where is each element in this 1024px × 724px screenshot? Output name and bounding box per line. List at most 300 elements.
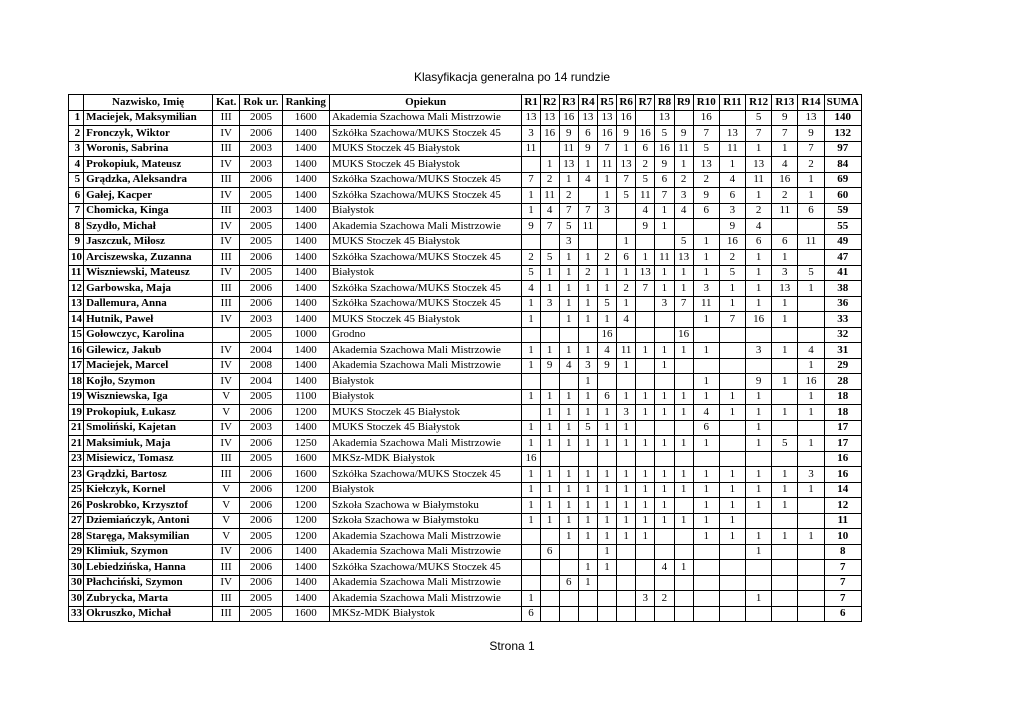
- round-score-cell: 4: [559, 358, 578, 374]
- round-score-cell: 1: [655, 498, 674, 514]
- round-score-cell: 2: [746, 203, 772, 219]
- player-name-cell: Grądzka, Aleksandra: [84, 172, 213, 188]
- ranking-cell: 1400: [282, 250, 329, 266]
- category-cell: V: [213, 498, 240, 514]
- ranking-cell: 1400: [282, 420, 329, 436]
- total-cell: 14: [824, 482, 861, 498]
- coach-cell: Akademia Szachowa Mali Mistrzowie: [329, 110, 521, 126]
- ranking-cell: 1600: [282, 451, 329, 467]
- round-score-cell: [617, 560, 636, 576]
- round-score-cell: 1: [578, 389, 597, 405]
- round-score-cell: 5: [540, 250, 559, 266]
- round-score-cell: 1: [522, 420, 540, 436]
- round-score-cell: [798, 312, 824, 328]
- round-score-cell: [578, 544, 597, 560]
- round-score-cell: 13: [597, 110, 616, 126]
- round-score-cell: 1: [578, 296, 597, 312]
- round-score-cell: [719, 436, 745, 452]
- round-score-cell: [617, 374, 636, 390]
- round-score-cell: [674, 358, 693, 374]
- ranking-cell: 1400: [282, 358, 329, 374]
- round-score-cell: 1: [719, 296, 745, 312]
- round-score-cell: 6: [636, 141, 655, 157]
- round-score-cell: 9: [655, 157, 674, 173]
- round-score-cell: 1: [772, 498, 798, 514]
- round-score-cell: 1: [522, 482, 540, 498]
- round-score-cell: 5: [674, 234, 693, 250]
- round-score-cell: 1: [693, 529, 719, 545]
- player-name-cell: Wiszniewski, Mateusz: [84, 265, 213, 281]
- round-score-cell: [636, 110, 655, 126]
- table-row: [69, 606, 862, 622]
- round-score-cell: 1: [597, 436, 616, 452]
- round-score-cell: 3: [719, 203, 745, 219]
- round-score-cell: 1: [693, 467, 719, 483]
- round-score-cell: 3: [597, 203, 616, 219]
- category-cell: V: [213, 389, 240, 405]
- round-score-cell: [693, 560, 719, 576]
- table-row: [69, 126, 862, 142]
- round-score-cell: 2: [636, 157, 655, 173]
- round-score-cell: 1: [798, 389, 824, 405]
- ranking-cell: 1000: [282, 327, 329, 343]
- round-score-cell: [798, 560, 824, 576]
- round-score-cell: [772, 513, 798, 529]
- round-score-cell: 6: [693, 203, 719, 219]
- round-score-cell: 9: [798, 126, 824, 142]
- ranking-cell: 1400: [282, 157, 329, 173]
- birth-year-cell: 2006: [240, 513, 282, 529]
- player-name-cell: Prokopiuk, Łukasz: [84, 405, 213, 421]
- round-score-cell: 9: [617, 126, 636, 142]
- column-header: Opiekun: [329, 95, 521, 111]
- birth-year-cell: 2005: [240, 327, 282, 343]
- round-score-cell: [674, 219, 693, 235]
- round-score-cell: 6: [719, 188, 745, 204]
- round-score-cell: 16: [798, 374, 824, 390]
- round-score-cell: [578, 451, 597, 467]
- round-score-cell: 1: [617, 498, 636, 514]
- round-score-cell: 1: [719, 389, 745, 405]
- total-cell: 59: [824, 203, 861, 219]
- round-score-cell: [636, 575, 655, 591]
- round-score-cell: 5: [597, 296, 616, 312]
- round-score-cell: 2: [578, 265, 597, 281]
- round-score-cell: 1: [617, 513, 636, 529]
- ranking-cell: 1400: [282, 560, 329, 576]
- round-score-cell: [540, 451, 559, 467]
- round-score-cell: 1: [597, 405, 616, 421]
- birth-year-cell: 2005: [240, 389, 282, 405]
- total-cell: 17: [824, 420, 861, 436]
- round-score-cell: 1: [578, 482, 597, 498]
- player-name-cell: Maksimiuk, Maja: [84, 436, 213, 452]
- category-cell: III: [213, 203, 240, 219]
- round-score-cell: [798, 420, 824, 436]
- round-score-cell: 16: [559, 110, 578, 126]
- coach-cell: Akademia Szachowa Mali Mistrzowie: [329, 575, 521, 591]
- round-score-cell: 13: [617, 157, 636, 173]
- birth-year-cell: 2006: [240, 296, 282, 312]
- rank-cell: 21: [69, 420, 84, 436]
- round-score-cell: 1: [522, 498, 540, 514]
- round-score-cell: 3: [636, 591, 655, 607]
- round-score-cell: 1: [655, 389, 674, 405]
- round-score-cell: 1: [597, 265, 616, 281]
- coach-cell: Szkółka Szachowa/MUKS Stoczek 45: [329, 188, 521, 204]
- coach-cell: MKSz-MDK Białystok: [329, 606, 521, 622]
- round-score-cell: [636, 451, 655, 467]
- round-score-cell: 1: [559, 513, 578, 529]
- round-score-cell: [636, 606, 655, 622]
- player-name-cell: Prokopiuk, Mateusz: [84, 157, 213, 173]
- round-score-cell: [693, 327, 719, 343]
- round-score-cell: 1: [772, 250, 798, 266]
- round-score-cell: [693, 358, 719, 374]
- ranking-cell: 1400: [282, 591, 329, 607]
- ranking-cell: 1400: [282, 219, 329, 235]
- round-score-cell: [617, 451, 636, 467]
- ranking-cell: 1400: [282, 203, 329, 219]
- table-row: [69, 281, 862, 297]
- table-row: [69, 265, 862, 281]
- round-score-cell: 1: [522, 188, 540, 204]
- round-score-cell: 1: [746, 591, 772, 607]
- round-score-cell: [655, 606, 674, 622]
- total-cell: 41: [824, 265, 861, 281]
- total-cell: 16: [824, 451, 861, 467]
- table-body: [69, 110, 862, 622]
- round-score-cell: [772, 219, 798, 235]
- round-score-cell: [772, 591, 798, 607]
- round-score-cell: 1: [798, 529, 824, 545]
- category-cell: IV: [213, 420, 240, 436]
- total-cell: 28: [824, 374, 861, 390]
- category-cell: III: [213, 281, 240, 297]
- round-score-cell: [719, 358, 745, 374]
- round-score-cell: 2: [719, 250, 745, 266]
- round-score-cell: 1: [674, 157, 693, 173]
- category-cell: III: [213, 250, 240, 266]
- rank-cell: 13: [69, 296, 84, 312]
- category-cell: IV: [213, 544, 240, 560]
- round-score-cell: [719, 420, 745, 436]
- round-score-cell: [655, 544, 674, 560]
- rank-cell: 16: [69, 343, 84, 359]
- birth-year-cell: 2006: [240, 544, 282, 560]
- round-score-cell: 1: [559, 467, 578, 483]
- round-score-cell: 1: [636, 436, 655, 452]
- rank-cell: 30: [69, 575, 84, 591]
- round-score-cell: 5: [617, 188, 636, 204]
- round-score-cell: 1: [674, 467, 693, 483]
- ranking-cell: 1200: [282, 529, 329, 545]
- round-score-cell: [655, 451, 674, 467]
- round-score-cell: 1: [522, 343, 540, 359]
- round-score-cell: 1: [746, 265, 772, 281]
- player-name-cell: Poskrobko, Krzysztof: [84, 498, 213, 514]
- round-score-cell: 13: [772, 281, 798, 297]
- player-name-cell: Hutnik, Paweł: [84, 312, 213, 328]
- round-score-cell: 1: [578, 250, 597, 266]
- round-score-cell: 1: [578, 575, 597, 591]
- round-score-cell: [522, 234, 540, 250]
- ranking-cell: 1600: [282, 110, 329, 126]
- round-score-cell: 5: [522, 265, 540, 281]
- round-score-cell: 2: [559, 188, 578, 204]
- round-score-cell: [636, 358, 655, 374]
- round-score-cell: 11: [693, 296, 719, 312]
- total-cell: 38: [824, 281, 861, 297]
- round-score-cell: 1: [540, 265, 559, 281]
- round-score-cell: 1: [655, 219, 674, 235]
- round-score-cell: [636, 420, 655, 436]
- table-row: [69, 327, 862, 343]
- ranking-cell: 1100: [282, 389, 329, 405]
- round-score-cell: [772, 327, 798, 343]
- coach-cell: Akademia Szachowa Mali Mistrzowie: [329, 529, 521, 545]
- rank-cell: 23: [69, 467, 84, 483]
- round-score-cell: 1: [693, 312, 719, 328]
- column-header: R9: [674, 95, 693, 111]
- table-row: [69, 296, 862, 312]
- rank-cell: 26: [69, 498, 84, 514]
- round-score-cell: [746, 327, 772, 343]
- round-score-cell: [636, 544, 655, 560]
- ranking-cell: 1400: [282, 265, 329, 281]
- category-cell: IV: [213, 358, 240, 374]
- birth-year-cell: 2006: [240, 281, 282, 297]
- round-score-cell: [655, 234, 674, 250]
- round-score-cell: 2: [540, 172, 559, 188]
- round-score-cell: 11: [578, 219, 597, 235]
- category-cell: IV: [213, 219, 240, 235]
- round-score-cell: [719, 591, 745, 607]
- round-score-cell: 1: [559, 405, 578, 421]
- round-score-cell: 1: [746, 467, 772, 483]
- rank-cell: 27: [69, 513, 84, 529]
- coach-cell: MUKS Stoczek 45 Białystok: [329, 234, 521, 250]
- round-score-cell: 1: [559, 498, 578, 514]
- round-score-cell: 1: [655, 467, 674, 483]
- round-score-cell: [636, 296, 655, 312]
- round-score-cell: 1: [522, 312, 540, 328]
- round-score-cell: 9: [772, 110, 798, 126]
- round-score-cell: [540, 591, 559, 607]
- round-score-cell: 1: [746, 250, 772, 266]
- round-score-cell: [772, 606, 798, 622]
- round-score-cell: [559, 560, 578, 576]
- round-score-cell: 1: [746, 420, 772, 436]
- round-score-cell: 1: [617, 358, 636, 374]
- round-score-cell: 9: [746, 374, 772, 390]
- player-name-cell: Staręga, Maksymilian: [84, 529, 213, 545]
- column-header: Rok ur.: [240, 95, 282, 111]
- coach-cell: Szkółka Szachowa/MUKS Stoczek 45: [329, 296, 521, 312]
- total-cell: 97: [824, 141, 861, 157]
- round-score-cell: 1: [617, 467, 636, 483]
- round-score-cell: 2: [693, 172, 719, 188]
- round-score-cell: 1: [746, 281, 772, 297]
- table-row: [69, 420, 862, 436]
- round-score-cell: 1: [719, 482, 745, 498]
- round-score-cell: 1: [674, 265, 693, 281]
- round-score-cell: [522, 544, 540, 560]
- round-score-cell: [674, 544, 693, 560]
- round-score-cell: 16: [674, 327, 693, 343]
- round-score-cell: 1: [674, 343, 693, 359]
- round-score-cell: [674, 606, 693, 622]
- rank-cell: 25: [69, 482, 84, 498]
- column-header: R14: [798, 95, 824, 111]
- round-score-cell: 1: [746, 544, 772, 560]
- round-score-cell: 16: [719, 234, 745, 250]
- round-score-cell: [617, 219, 636, 235]
- round-score-cell: 1: [636, 405, 655, 421]
- round-score-cell: [522, 405, 540, 421]
- round-score-cell: [719, 327, 745, 343]
- round-score-cell: 16: [617, 110, 636, 126]
- round-score-cell: [540, 529, 559, 545]
- round-score-cell: [522, 529, 540, 545]
- round-score-cell: 1: [578, 343, 597, 359]
- round-score-cell: [540, 234, 559, 250]
- round-score-cell: [636, 374, 655, 390]
- round-score-cell: 13: [636, 265, 655, 281]
- round-score-cell: 2: [617, 281, 636, 297]
- player-name-cell: Okruszko, Michał: [84, 606, 213, 622]
- birth-year-cell: 2006: [240, 172, 282, 188]
- round-score-cell: 1: [693, 343, 719, 359]
- category-cell: III: [213, 606, 240, 622]
- round-score-cell: [693, 606, 719, 622]
- table-row: [69, 405, 862, 421]
- round-score-cell: 6: [798, 203, 824, 219]
- round-score-cell: 1: [617, 296, 636, 312]
- round-score-cell: [617, 591, 636, 607]
- round-score-cell: 1: [559, 296, 578, 312]
- rank-cell: 30: [69, 560, 84, 576]
- round-score-cell: 1: [674, 560, 693, 576]
- round-score-cell: 3: [522, 126, 540, 142]
- round-score-cell: 1: [674, 405, 693, 421]
- round-score-cell: [655, 327, 674, 343]
- total-cell: 18: [824, 405, 861, 421]
- total-cell: 55: [824, 219, 861, 235]
- ranking-cell: 1400: [282, 575, 329, 591]
- round-score-cell: [798, 498, 824, 514]
- round-score-cell: [798, 327, 824, 343]
- round-score-cell: 1: [597, 498, 616, 514]
- round-score-cell: [522, 157, 540, 173]
- round-score-cell: 7: [559, 203, 578, 219]
- round-score-cell: 1: [636, 467, 655, 483]
- total-cell: 11: [824, 513, 861, 529]
- birth-year-cell: 2003: [240, 141, 282, 157]
- round-score-cell: 2: [597, 250, 616, 266]
- total-cell: 12: [824, 498, 861, 514]
- coach-cell: MKSz-MDK Białystok: [329, 451, 521, 467]
- round-score-cell: 7: [798, 141, 824, 157]
- round-score-cell: 4: [693, 405, 719, 421]
- table-row: [69, 343, 862, 359]
- round-score-cell: 1: [559, 482, 578, 498]
- round-score-cell: 1: [746, 141, 772, 157]
- round-score-cell: 1: [693, 265, 719, 281]
- category-cell: V: [213, 513, 240, 529]
- round-score-cell: [719, 575, 745, 591]
- category-cell: IV: [213, 436, 240, 452]
- round-score-cell: 1: [617, 529, 636, 545]
- total-cell: 6: [824, 606, 861, 622]
- coach-cell: MUKS Stoczek 45 Białystok: [329, 420, 521, 436]
- round-score-cell: 6: [617, 250, 636, 266]
- round-score-cell: [597, 575, 616, 591]
- round-score-cell: [693, 451, 719, 467]
- player-name-cell: Dziemiańczyk, Antoni: [84, 513, 213, 529]
- round-score-cell: 2: [674, 172, 693, 188]
- round-score-cell: 1: [540, 467, 559, 483]
- player-name-cell: Jaszczuk, Miłosz: [84, 234, 213, 250]
- round-score-cell: 3: [798, 467, 824, 483]
- rank-cell: 14: [69, 312, 84, 328]
- round-score-cell: 11: [540, 188, 559, 204]
- table-row: [69, 529, 862, 545]
- round-score-cell: [655, 374, 674, 390]
- round-score-cell: [636, 560, 655, 576]
- round-score-cell: 5: [719, 265, 745, 281]
- player-name-cell: Klimiuk, Szymon: [84, 544, 213, 560]
- round-score-cell: [719, 110, 745, 126]
- table-row: [69, 188, 862, 204]
- round-score-cell: [772, 358, 798, 374]
- round-score-cell: 1: [798, 358, 824, 374]
- round-score-cell: [617, 606, 636, 622]
- round-score-cell: 1: [540, 482, 559, 498]
- round-score-cell: 16: [540, 126, 559, 142]
- table-row: [69, 591, 862, 607]
- round-score-cell: 4: [617, 312, 636, 328]
- round-score-cell: 1: [578, 436, 597, 452]
- birth-year-cell: 2005: [240, 234, 282, 250]
- round-score-cell: [674, 591, 693, 607]
- table-row: [69, 250, 862, 266]
- round-score-cell: [693, 591, 719, 607]
- ranking-cell: 1600: [282, 606, 329, 622]
- round-score-cell: 13: [522, 110, 540, 126]
- round-score-cell: 1: [746, 529, 772, 545]
- round-score-cell: 6: [597, 389, 616, 405]
- coach-cell: Białystok: [329, 203, 521, 219]
- player-name-cell: Kiełczyk, Kornel: [84, 482, 213, 498]
- round-score-cell: [798, 296, 824, 312]
- round-score-cell: [655, 420, 674, 436]
- round-score-cell: [559, 591, 578, 607]
- page-footer: Strona 1: [489, 639, 535, 653]
- round-score-cell: 1: [746, 436, 772, 452]
- column-header: R13: [772, 95, 798, 111]
- round-score-cell: [798, 451, 824, 467]
- round-score-cell: 1: [597, 420, 616, 436]
- table-row: [69, 219, 862, 235]
- round-score-cell: 1: [693, 234, 719, 250]
- total-cell: 8: [824, 544, 861, 560]
- rank-cell: 18: [69, 374, 84, 390]
- round-score-cell: [772, 575, 798, 591]
- rank-cell: 11: [69, 265, 84, 281]
- player-name-cell: Smoliński, Kajetan: [84, 420, 213, 436]
- round-score-cell: 1: [798, 405, 824, 421]
